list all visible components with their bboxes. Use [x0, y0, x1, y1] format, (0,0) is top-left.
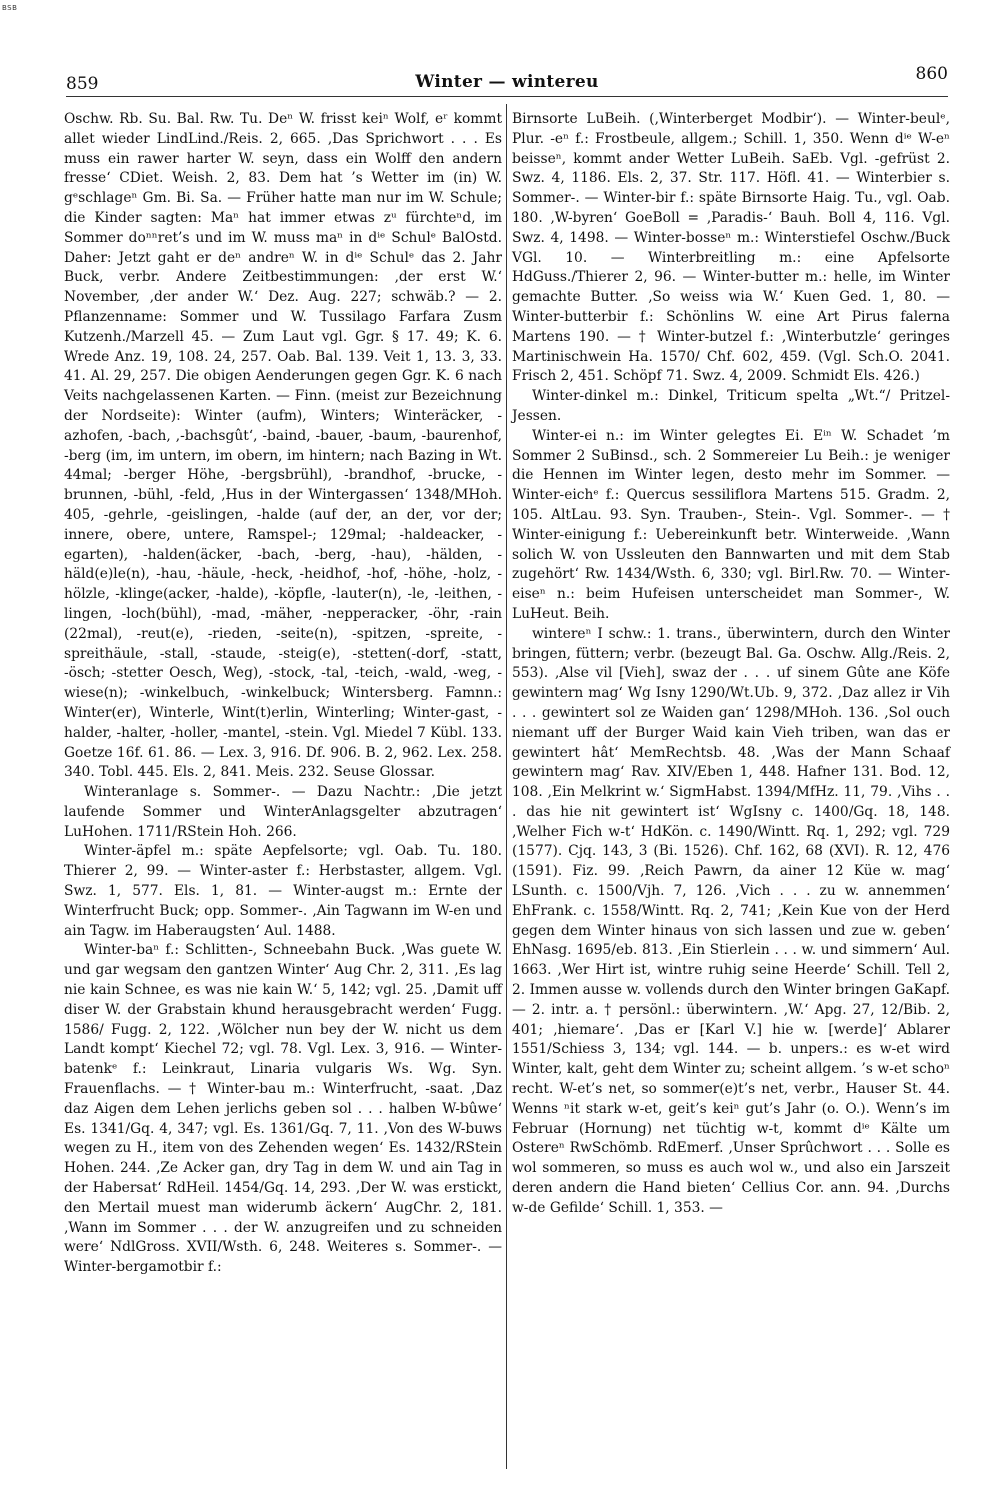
- page-number-right: 860: [915, 64, 948, 84]
- left-column: [64, 110, 502, 1278]
- entry-paragraph: Winter-dinkel m.: Dinkel, Triticum spelta „Wt.“/ Pritzel-Jessen.: [512, 388, 950, 424]
- entry-paragraph: Winteranlage s. Sommer-. — Dazu Nachtr.: ‚Die jetzt laufende Sommer und WinterAnlagsgelter abzutragen‘ LuHohen. 1711/RStein Hoh. 266.: [64, 784, 502, 840]
- library-stamp: BSB: [2, 4, 18, 12]
- entry-paragraph: Winter-ei n.: im Winter gelegtes Ei. Eⁱⁿ W. Schadet ’m Sommer 2 SuBinsd., sch. 2 Sommereier Lu Beih.: je weniger die Hennen im Winter legen, desto mehr im Sommer. — Winter-eichᵉ f.: Quercus sessiliflora Martens 515. Gradm. 2, 105. AltLau. 93. Syn. Trauben-, Stein-. Vgl. Sommer-. — † Winter-einigung f.: Uebereinkunft betr. Winterweide. ‚Wann solich W. von Ussleuten den Bannwarten und mit dem Stab zugehört‘ Rw. 1434/Wsth. 6, 330; vgl. Birl.Rw. 70. — Winter-eiseⁿ n.: beim Hufeisen unterscheidet man Sommer-, W. LuHeut. Beih.: [512, 427, 950, 622]
- entry-paragraph: Winter-baⁿ f.: Schlitten-, Schneebahn Buck. ‚Was guete W. und gar wegsam den gantzen Winter‘ Aug Chr. 2, 311. ‚Es lag nie kain Schnee, es was nie kain W.‘ 5, 142; vgl. 25. ‚Damit uff diser W. der Grabstain khund herausgebracht werden‘ Fugg. 1586/ Fugg. 2, 122. ‚Wölcher nun bey der W. nicht us dem Landt kompt‘ Kiechel 72; vgl. 78. Vgl. Lex. 3, 916. — Winter-batenkᵉ f.: Leinkraut, Linaria vulgaris Ws. Wg. Syn. Frauenflachs. — † Winter-bau m.: Winterfrucht, -saat. ‚Daz daz Aigen dem Lehen jerlichs geben sol . . . halben W-bûwe‘ Es. 1341/Gq. 4, 347; vgl. Es. 1361/Gq. 7, 11. ‚Von des W-buws wegen zu H., item von des Zehenden wegen‘ Es. 1432/RStein Hohen. 244. ‚Ze Acker gan, dry Tag in dem W. und ain Tag in der Habersat‘ RdHeil. 1454/Gq. 14, 293. ‚Der W. was erstickt, den Mertail muest man widerumb äckern‘ AugChr. 2, 181. ‚Wann im Sommer . . . der W. anzugreifen und zu schneiden were‘ NdlGross. XVII/Wsth. 6, 248. Weiteres s. Sommer-. — Winter-bergamotbir f.:: [64, 942, 502, 1276]
- right-column: [512, 110, 950, 1219]
- header-rule: [66, 96, 948, 97]
- entry-paragraph: Winter-äpfel m.: späte Aepfelsorte; vgl. Oab. Tu. 180. Thierer 2, 99. — Winter-aster f.: Herbstaster, allgem. Vgl. Swz. 1, 577. Els. 1, 81. — Winter-augst m.: Ernte der Winterfrucht Buck; opp. Sommer-. ‚Ain Tagwann im W-en und ain Tagw. im Haberaugsten‘ Aul. 1488.: [64, 843, 502, 939]
- entry-paragraph: Birnsorte LuBeih. (‚Winterberget Modbir‘). — Winter-beulᵉ, Plur. -eⁿ f.: Frostbeule, allgem.; Schill. 1, 350. Wenn dⁱᵉ W-eⁿ beisseⁿ, kommt ander Wetter LuBeih. SaEb. Vgl. -gefrüst 2. Swz. 4, 1186. Els. 2, 37. Str. 117. Höfl. 41. — Winterbier s. Sommer-. — Winter-bir f.: späte Birnsorte Haig. Tu., vgl. Oab. 180. ‚W-byren‘ GoeBoll = ‚Paradis-‘ Bauh. Boll 4, 116. Vgl. Swz. 4, 1498. — Winter-bosseⁿ m.: Winterstiefel Oschw./Buck VGl. 10. — Winterbreitling m.: eine Apfelsorte HdGuss./Thierer 2, 96. — Winter-butter m.: helle, im Winter gemachte Butter. ‚So weiss wia W.‘ Kuen Ged. 1, 80. — Winter-butterbir f.: Schönlins W. eine Art Pirus falerna Martens 190. — † Winter-butzel f.: ‚Winterbutzle‘ geringes Martinischwein Ha. 1570/ Chf. 602, 459. (Vgl. Sch.O. 2041. Frisch 2, 451. Schöpf 71. Swz. 4, 2009. Schmidt Els. 426.): [512, 111, 950, 385]
- column-divider: [506, 104, 507, 1469]
- entry-paragraph: wintereⁿ I schw.: 1. trans., überwintern, durch den Winter bringen, füttern; verbr. (bezeugt Bal. Ga. Oschw. Allg./Reis. 2, 553). ‚Alse vil [Vieh], swaz der . . . uf sinem Gûte ane Köfe gewintern mag‘ Wg Isny 1290/Wt.Ub. 9, 372. ‚Daz allez ir Vih . . . gewintert sol ze Waiden gan‘ 1298/MHoh. 136. ‚Sol ouch niemant uff der Burger Waid kain Vieh triben, wan das er gewintert hât‘ MemRechtsb. 48. ‚Was der Mann Schaaf gewintern mag‘ Rav. XIV/Eben 1, 448. Hafner 131. Bod. 12, 108. ‚Ein Melkrint w.‘ SigmHabst. 1394/MfHz. 11, 79. ‚Vihs . . . das hie nit gewintert ist‘ WgIsny c. 1400/Gq. 18, 148. ‚Welher Fich w-t‘ HdKön. c. 1490/Wintt. Rq. 1, 292; vgl. 729 (1577). Cjq. 143, 3 (Bi. 1526). Chf. 162, 68 (XVI). R. 12, 476 (1591). Fiz. 99. ‚Reich Pawrn, da ainer 12 Küe w. mag‘ LSunth. c. 1500/Vjh. 7, 126. ‚Vich . . . zu w. annemmen‘ EhFrank. c. 1558/Wintt. Rq. 2, 741; ‚Kein Kue von der Herd gegen dem Winter hinaus von sich lassen und zue w. geben‘ EhNasg. 1695/eb. 813. ‚Ein Stierlein . . . w. und simmern‘ Aul. 1663. ‚Wer Hirt ist, wintre ruhig seine Heerde‘ Schill. Tell 2, 2. Immen ausse w. vollends durch den Winter bringen GaKapf. — 2. intr. a. † persönl.: überwintern. ‚W.‘ Apg. 27, 12/Bib. 2, 401; ‚hiemare‘. ‚Das er [Karl V.] hie w. [werde]‘ Ablarer 1551/Schiess 3, 134; vgl. 144. — b. unpers.: es w-et wird Winter, kalt, geht dem Winter zu; scheint allgem. ’s w-et schoⁿ recht. W-et’s net, so sommer(e)t’s net, verbr., Hauser St. 44. Wenns ⁿit stark w-et, geit’s keiⁿ gut’s Jahr (o. O.). Wenn’s im Februar (Hornung) net tüchtig w-t, kommt dⁱᵉ Kälte um Ostereⁿ RwSchömb. RdEmerf. ‚Unser Sprûchwort . . . Solle es wol sommeren, so muss es auch wol w., und also ein Jarszeit deren andern die Hand bieten‘ Cellius Cor. ann. 94. ‚Durchs w-de Gefilde‘ Schill. 1, 353. —: [512, 625, 950, 1216]
- page-number-left: 859: [66, 74, 99, 94]
- running-title: Winter — wintereu: [415, 72, 599, 92]
- page-header: [66, 64, 948, 94]
- entry-paragraph: Oschw. Rb. Su. Bal. Rw. Tu. Deⁿ W. frisst keiⁿ Wolf, eʳ kommt allet wieder LindLind./Reis. 2, 665. ‚Das Sprichwort . . . Es muss ein rawer harter W. seyn, dass ein Wolff den andern fresse‘ CDiet. Weish. 2, 83. Dem hat ’s Wetter im (in) W. gᵉschlageⁿ Gm. Bi. Sa. — Früher hatte man nur im W. Schule; die Kinder sagten: Maⁿ hat immer etwas zᵘ fürchteⁿd, im Sommer doⁿⁿret’s und im W. muss maⁿ in dⁱᵉ Schulᵉ BalOstd. Daher: Jetzt gaht er deⁿ andreⁿ W. in dⁱᵉ Schulᵉ das 2. Jahr Buck, verbr. Andere Zeitbestimmungen: ‚der erst W.‘ November, ‚der ander W.‘ Dez. Aug. 227; schwäb.? — 2. Pflanzenname: Sommer und W. Tussilago Farfara Zusm Kutzenh./Marzell 45. — Zum Laut vgl. Ggr. § 17. 49; K. 6. Wrede Anz. 19, 108. 24, 257. Oab. Bal. 139. Veit 1, 13. 3, 33. 41. Al. 29, 257. Die obigen Aenderungen gegen Ggr. K. 6 nach Veits nachgelassenen Karten. — Finn. (meist zur Bezeichnung der Nordseite): Winter (aufm), Winters; Winteräcker, -azhofen, -bach, ‚-bachsgût‘, -baind, -bauer, -baum, -baurenhof, -berg (im, im untern, im obern, im hintern; nach Bazing in Wt. 44mal; -berger Höhe, -bergsbrühl), -brandhof, -brucke, -brunnen, -bühl, -feld, ‚Hus in der Wintergassen‘ 1348/MHoh. 405, -gehrle, -geislingen, -halde (auf der, an der, vor der; innere, obere, untere, Ramspel-; 129mal; -haldeacker, -egarten), -halden(äcker, -bach, -berg, -hau), -hälden, -häld(e)le(n), -hau, -häule, -heck, -heidhof, -hof, -höhe, -holz, -hölzle, -klinge(acker, -halde), -köpfle, -lauter(n), -le, -leithen, -lingen, -loch(bühl), -mad, -mäher, -nepperacker, -öhr, -rain (22mal), -reut(e), -rieden, -seite(n), -spitzen, -spreite, -spreithäule, -stall, -staude, -steig(e), -stetten(-dorf, -statt, -ösch; -stetter Oesch, Weg), -stock, -tal, -teich, -wald, -weg, -wiese(n); -winkelbuch, -winkelbuck; Wintersberg. Famnn.: Winter(er), Winterle, Wint(t)erlin, Winterling; Winter-gast, -halder, -halter, -holler, -mantel, -stein. Vgl. Miedel 7 Kübl. 133. Goetze 16f. 61. 86. — Lex. 3, 916. Df. 906. B. 2, 962. Lex. 258. 340. Tobl. 445. Els. 2, 841. Meis. 232. Seuse Glossar.: [64, 111, 502, 781]
